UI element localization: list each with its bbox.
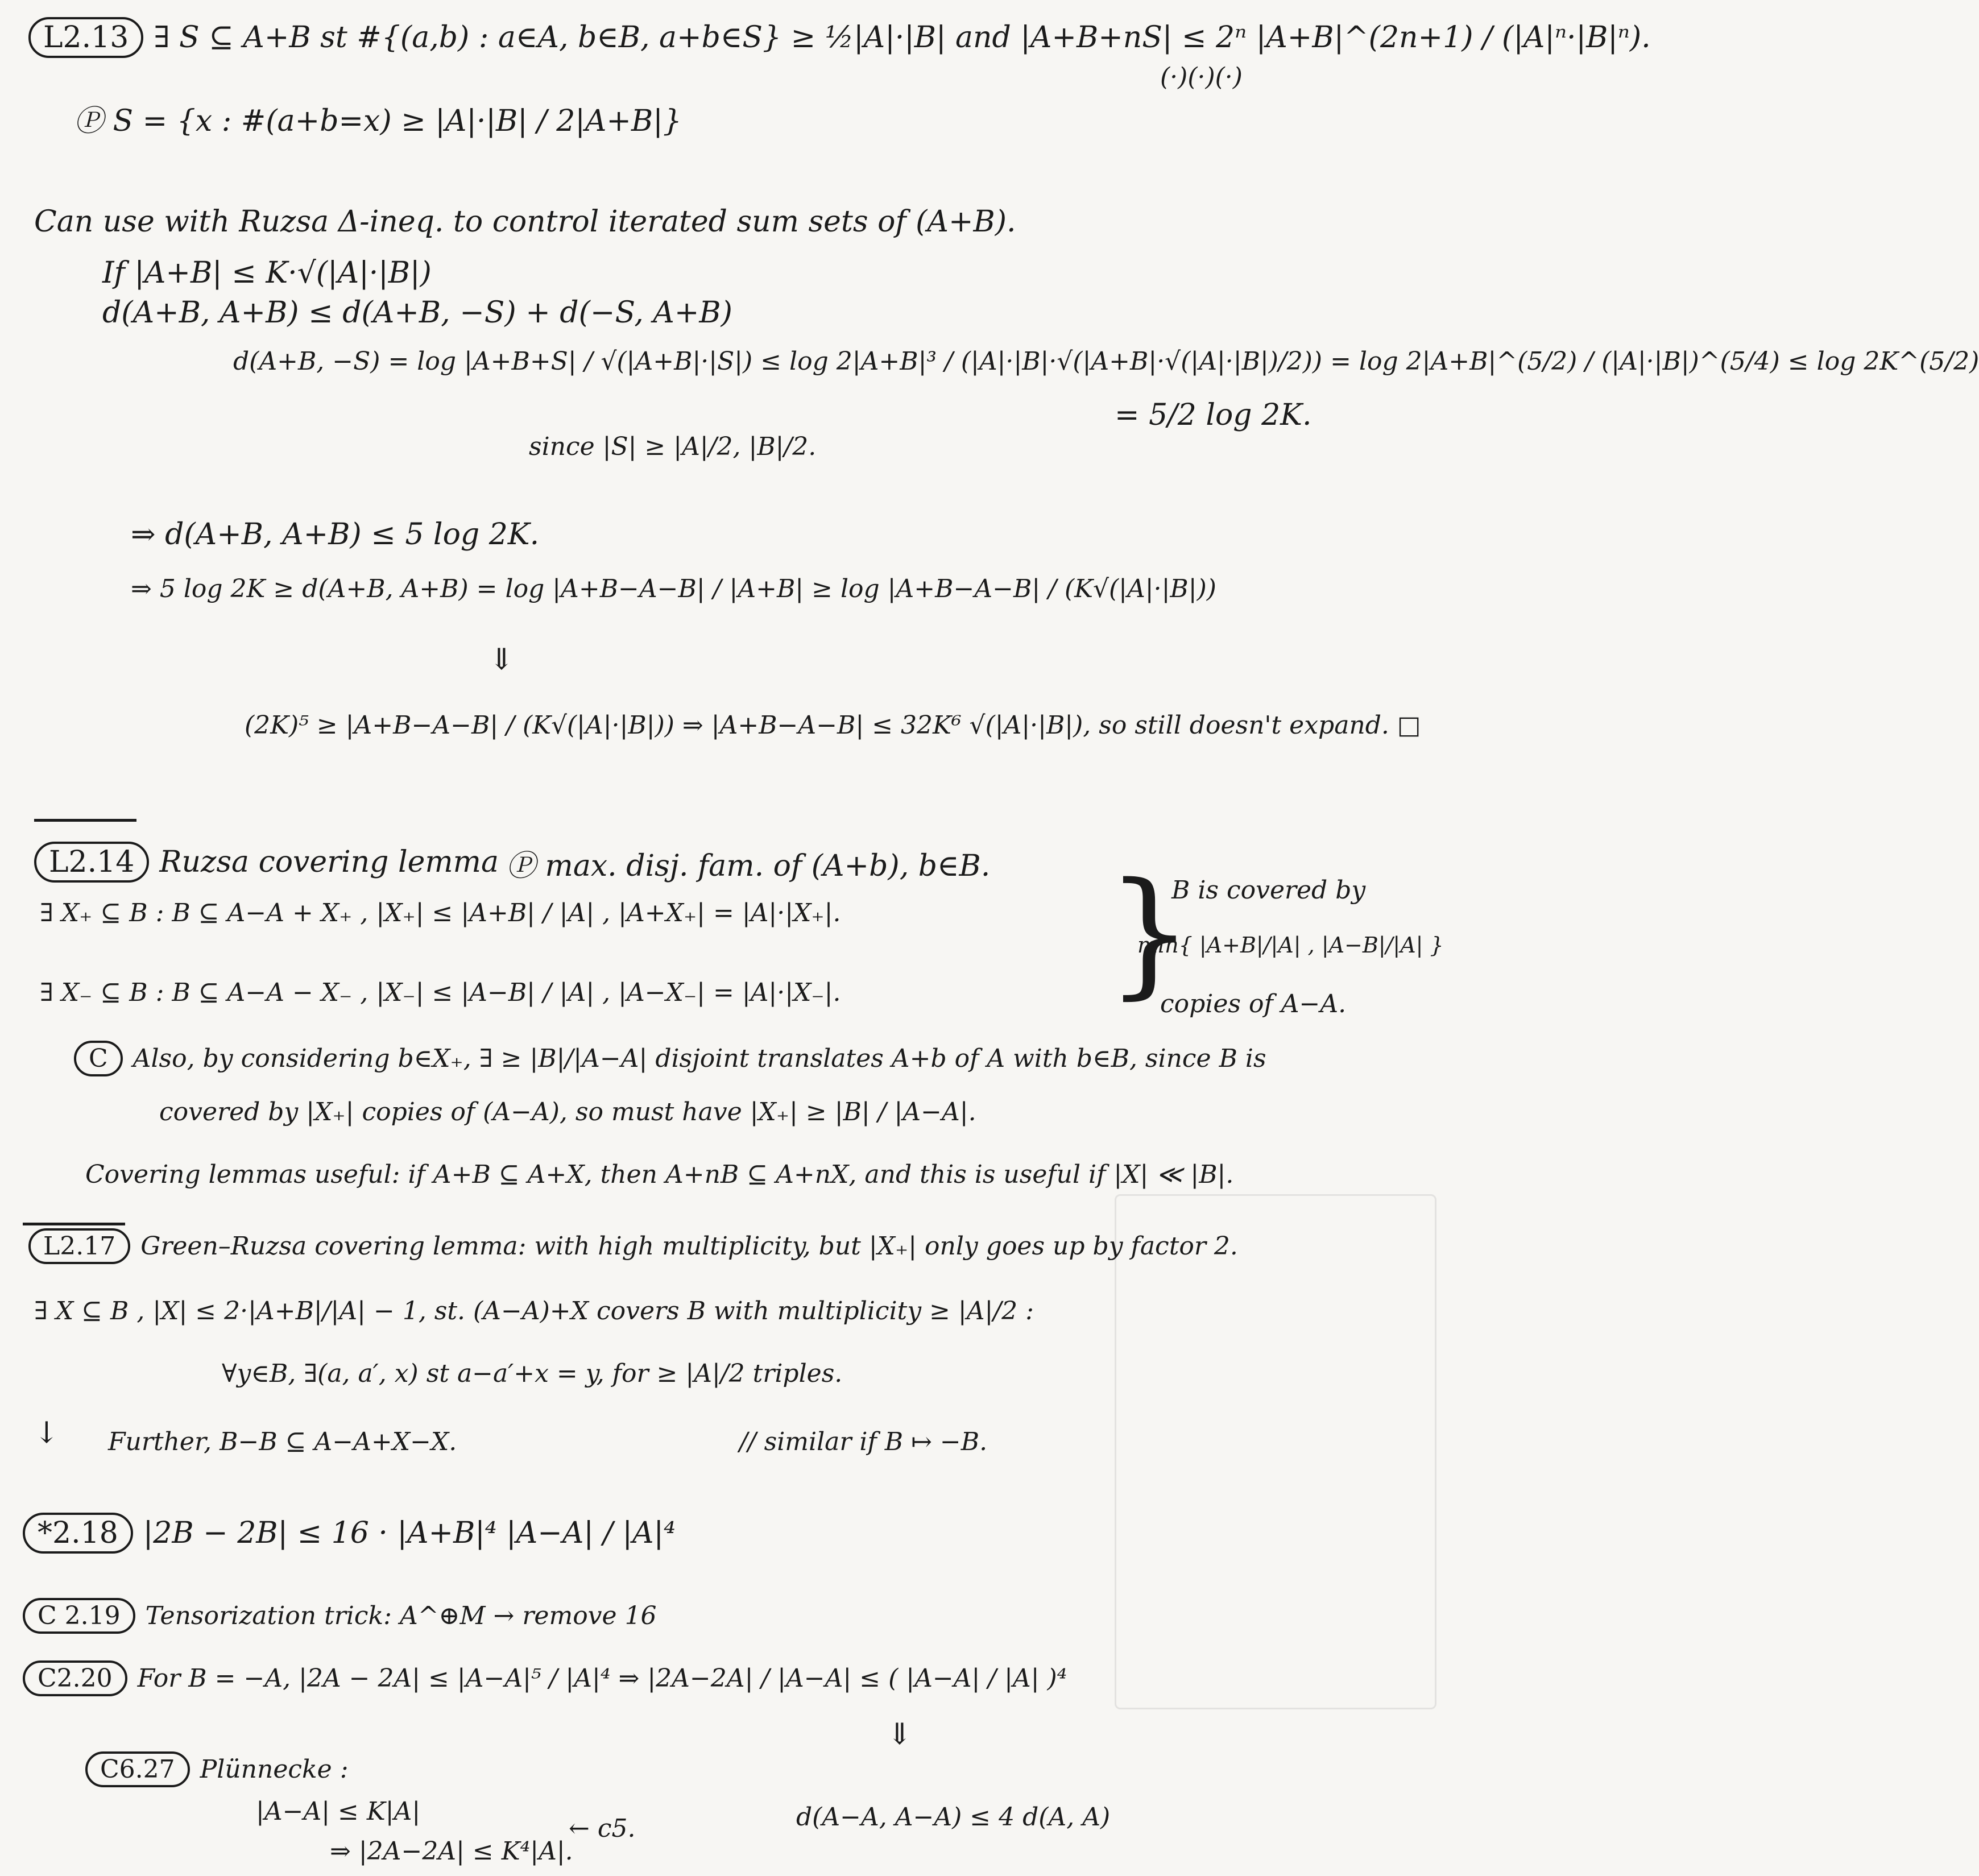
brace-note-3: copies of A−A. — [1160, 989, 1347, 1018]
lemma-2-17-heading — [28, 1228, 1238, 1264]
brace-note-2: min{ |A+B|/|A| , |A−B|/|A| } — [1137, 933, 1444, 958]
section-rule-1 — [34, 819, 136, 822]
lemma-2-14-c1 — [74, 1041, 1266, 1076]
lemma-2-14-heading — [34, 842, 499, 883]
corollary-6-27-arrow: ← c5. — [569, 1814, 636, 1843]
lemma-2-17-further: Further, B−B ⊆ A−A+X−X. — [108, 1427, 457, 1456]
lemma-2-13-use: Can use with Ruzsa Δ-ineq. to control iterated sum sets of (A+B). — [34, 205, 1016, 239]
corollary-6-27 — [85, 1751, 349, 1787]
lemma-2-13-imp3: ⇓ — [489, 643, 514, 677]
corollary-2-20 — [23, 1660, 1067, 1696]
lemma-2-17-label: L2.17 — [28, 1228, 130, 1264]
corollary-2-18-label: *2.18 — [23, 1513, 133, 1554]
lemma-2-13-text: ∃ S ⊆ A+B st #{(a,b) : a∈A, b∈B, a+b∈S} ≥ ½|A|·|B| and |A+B+nS| ≤ 2ⁿ |A+B|^(2n+1) / (|A|ⁿ·|B|ⁿ). — [154, 20, 1651, 55]
corollary-6-27-label: C6.27 — [85, 1751, 190, 1787]
lemma-2-13-since: since |S| ≥ |A|/2, |B|/2. — [529, 432, 817, 461]
lemma-2-17-similar: // similar if B ↦ −B. — [739, 1427, 988, 1456]
lemma-2-14-xminus: ∃ X₋ ⊆ B : B ⊆ A−A − X₋ , |X₋| ≤ |A−B| / |A| , |A−X₋| = |A|·|X₋|. — [40, 978, 841, 1007]
corollary-6-27-title: Plünnecke : — [200, 1755, 349, 1784]
lemma-2-13-proof: Ⓟ S = {x : #(a+b=x) ≥ |A|·|B| / 2|A+B|} — [74, 104, 682, 138]
corollary-6-27-right: d(A−A, A−A) ≤ 4 d(A, A) — [796, 1803, 1111, 1832]
lemma-2-13-ineq1: d(A+B, A+B) ≤ d(A+B, −S) + d(−S, A+B) — [102, 296, 732, 330]
corollary-2-19-label: C 2.19 — [23, 1598, 135, 1634]
corollary-2-18 — [23, 1513, 676, 1554]
down-arrow: ↓ — [34, 1416, 59, 1450]
lemma-2-13-aside: (·)(·)(·) — [1160, 63, 1243, 92]
corollary-2-18-text: |2B − 2B| ≤ 16 · |A+B|⁴ |A−A| / |A|⁴ — [143, 1516, 676, 1550]
lemma-2-14-proof: Ⓟ max. disj. fam. of (A+b), b∈B. — [506, 849, 991, 883]
corollary-2-20-text: For B = −A, |2A − 2A| ≤ |A−A|⁵ / |A|⁴ ⇒ |2A−2A| / |A−A| ≤ ( |A−A| / |A| )⁴ — [137, 1664, 1067, 1693]
corollary-c-text: Also, by considering b∈X₊, ∃ ≥ |B|/|A−A| disjoint translates A+b of A with b∈B, since B is — [133, 1044, 1266, 1073]
lemma-2-13-result: = 5/2 log 2K. — [1115, 398, 1312, 432]
lemma-2-14-c2: covered by |X₊| copies of (A−A), so must have |X₊| ≥ |B| / |A−A|. — [159, 1098, 976, 1127]
lemma-2-13-imp2: ⇒ 5 log 2K ≥ d(A+B, A+B) = log |A+B−A−B| / |A+B| ≥ log |A+B−A−B| / (K√(|A|·|B|)) — [131, 574, 1216, 603]
lemma-2-13-label: L2.13 — [28, 17, 143, 58]
lemma-2-14-useful: Covering lemmas useful: if A+B ⊆ A+X, then A+nB ⊆ A+nX, and this is useful if |X| ≪ |B|. — [85, 1160, 1234, 1189]
lemma-2-13-imp1: ⇒ d(A+B, A+B) ≤ 5 log 2K. — [131, 517, 540, 552]
lemma-2-17-forall: ∀y∈B, ∃(a, a′, x) st a−a′+x = y, for ≥ |A|/2 triples. — [222, 1359, 843, 1388]
corollary-6-27-l2: ⇒ |2A−2A| ≤ K⁴|A|. — [330, 1837, 573, 1866]
lemma-2-13-statement — [28, 17, 1651, 58]
corollary-2-19 — [23, 1598, 657, 1634]
corollary-c-label: C — [74, 1041, 123, 1076]
lemma-2-13-imp4: (2K)⁵ ≥ |A+B−A−B| / (K√(|A|·|B|)) ⇒ |A+B−A−B| ≤ 32K⁶ √(|A|·|B|), so still doesn't expand. □ — [245, 711, 1421, 740]
lemma-2-13-ineq2: d(A+B, −S) = log |A+B+S| / √(|A+B|·|S|) ≤ log 2|A+B|³ / (|A|·|B|·√(|A+B|·√(|A|·|B|)/2)) = log 2|A+B|^(5/2) / (|A|·|B|)^(5/4) ≤ log 2K^(5/2) — [233, 347, 1979, 376]
corollary-2-20-label: C2.20 — [23, 1660, 127, 1696]
lemma-2-17-title: Green–Ruzsa covering lemma: with high multiplicity, but |X₊| only goes up by factor 2. — [140, 1232, 1238, 1261]
lemma-2-17-stmt: ∃ X ⊆ B , |X| ≤ 2·|A+B|/|A| − 1, st. (A−A)+X covers B with multiplicity ≥ |A|/2 : — [34, 1297, 1034, 1326]
lemma-2-14-xplus: ∃ X₊ ⊆ B : B ⊆ A−A + X₊ , |X₊| ≤ |A+B| / |A| , |A+X₊| = |A|·|X₊|. — [40, 898, 841, 927]
corollary-6-27-l1: |A−A| ≤ K|A| — [256, 1797, 421, 1826]
lemma-2-14-label: L2.14 — [34, 842, 149, 883]
lemma-2-14-title: Ruzsa covering lemma — [159, 845, 499, 879]
lemma-2-13-if: If |A+B| ≤ K·√(|A|·|B|) — [102, 256, 432, 290]
section-rule-2 — [23, 1223, 125, 1225]
corollary-2-19-text: Tensorization trick: A^⊕M → remove 16 — [145, 1601, 657, 1630]
corollary-2-20-arrow: ⇓ — [887, 1717, 912, 1751]
faint-box — [1115, 1194, 1436, 1709]
brace: } — [1106, 853, 1193, 1012]
brace-note-1: B is covered by — [1171, 876, 1366, 905]
